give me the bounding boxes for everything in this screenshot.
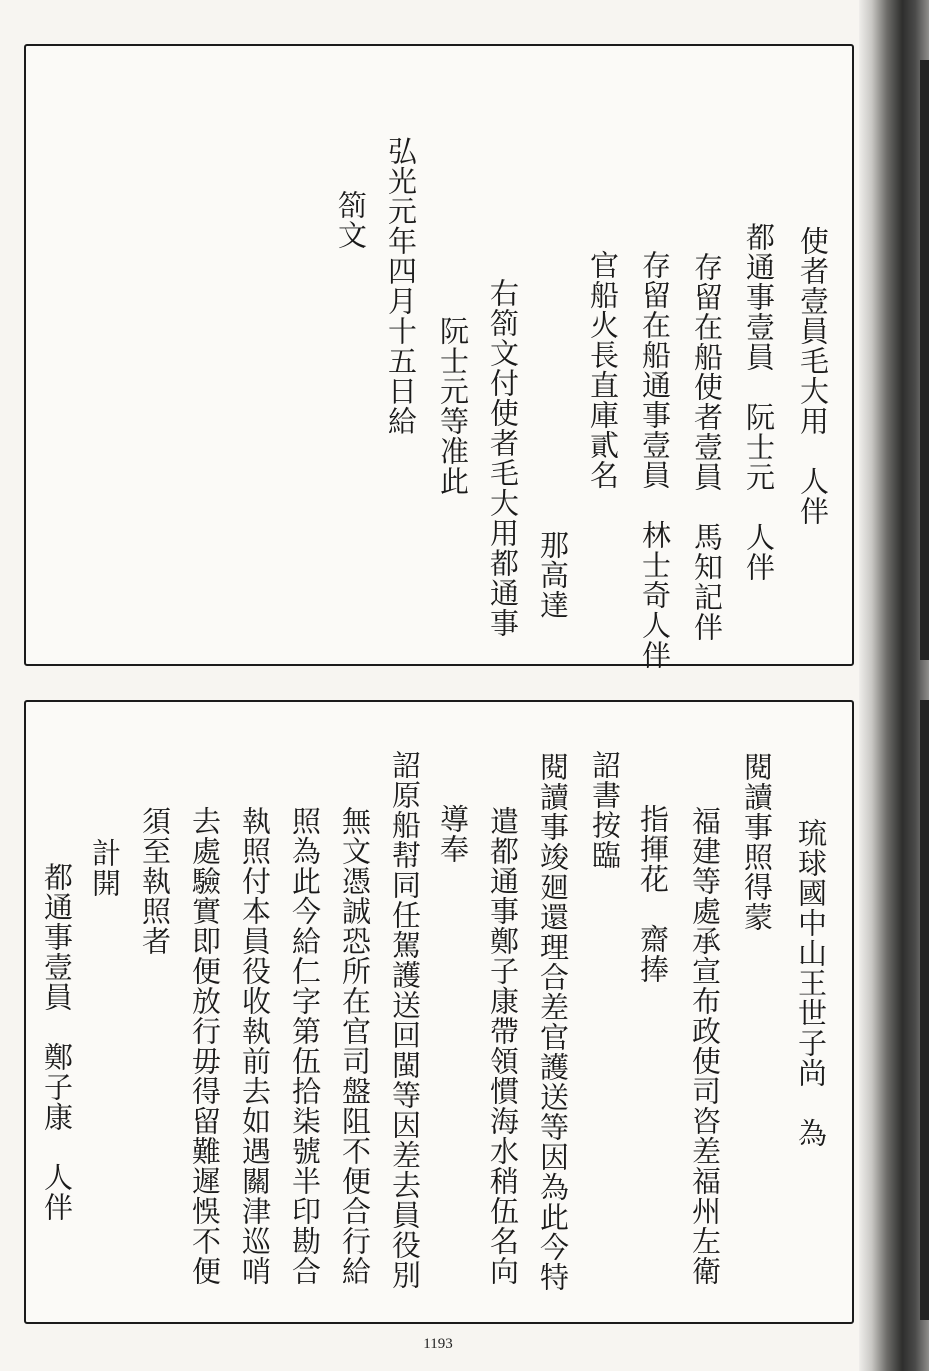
bottom-column-6: 閱讀事竣廻還理合差官護送等因為此今特 xyxy=(536,752,570,1292)
top-column-9: 弘光元年四月十五日給 xyxy=(384,136,418,436)
top-column-10: 箚文 xyxy=(334,190,368,250)
bottom-column-3: 福建等處承宣布政使司咨差福州左衛 xyxy=(688,806,722,1286)
bottom-column-9: 詔原船幇同任駕護送回閩等因差去員役別 xyxy=(388,750,422,1290)
bottom-column-14: 須至執照者 xyxy=(138,806,172,956)
bottom-column-5: 詔書按臨 xyxy=(588,750,622,870)
top-column-3: 存留在船使者壹員 馬知記伴 xyxy=(690,252,724,642)
bottom-column-4: 指揮花 齋捧 xyxy=(636,804,670,984)
bottom-column-10: 無文憑誠恐所在官司盤阻不便合行給 xyxy=(338,806,372,1286)
bottom-column-13: 去處驗實即便放行毋得留難遲悞不便 xyxy=(188,806,222,1286)
facing-page-edge-bottom xyxy=(920,700,929,1320)
bottom-column-1: 琉球國中山王世子尚 為 xyxy=(794,818,828,1148)
top-column-1: 使者壹員毛大用 人伴 xyxy=(796,226,830,526)
top-column-8: 阮士元等准此 xyxy=(436,316,470,496)
bottom-column-16: 都通事壹員 鄭子康 人伴 xyxy=(40,862,74,1222)
top-column-7: 右箚文付使者毛大用都通事 xyxy=(486,278,520,638)
top-column-6: 那高達 xyxy=(536,530,570,620)
top-document-panel xyxy=(24,44,854,670)
bottom-column-2: 閱讀事照得蒙 xyxy=(740,752,774,932)
bottom-column-15: 計開 xyxy=(88,838,122,898)
bottom-column-7: 遣都通事鄭子康帶領慣海水稍伍名向 xyxy=(486,806,520,1286)
book-gutter-shadow xyxy=(859,0,929,1371)
top-column-4: 存留在船通事壹員 林士奇人伴 xyxy=(638,250,672,670)
page-number: 1193 xyxy=(423,1336,453,1352)
facing-page-edge-top xyxy=(920,60,929,660)
bottom-column-11: 照為此今給仁字第伍拾柒號半印勘合 xyxy=(288,806,322,1286)
bottom-column-12: 執照付本員役收執前去如遇關津巡哨 xyxy=(238,806,272,1286)
bottom-document-panel xyxy=(24,700,854,1324)
top-column-5: 官船火長直庫貳名 xyxy=(586,250,620,490)
bottom-column-8: 導奉 xyxy=(436,804,470,864)
top-column-2: 都通事壹員 阮士元 人伴 xyxy=(742,222,776,582)
